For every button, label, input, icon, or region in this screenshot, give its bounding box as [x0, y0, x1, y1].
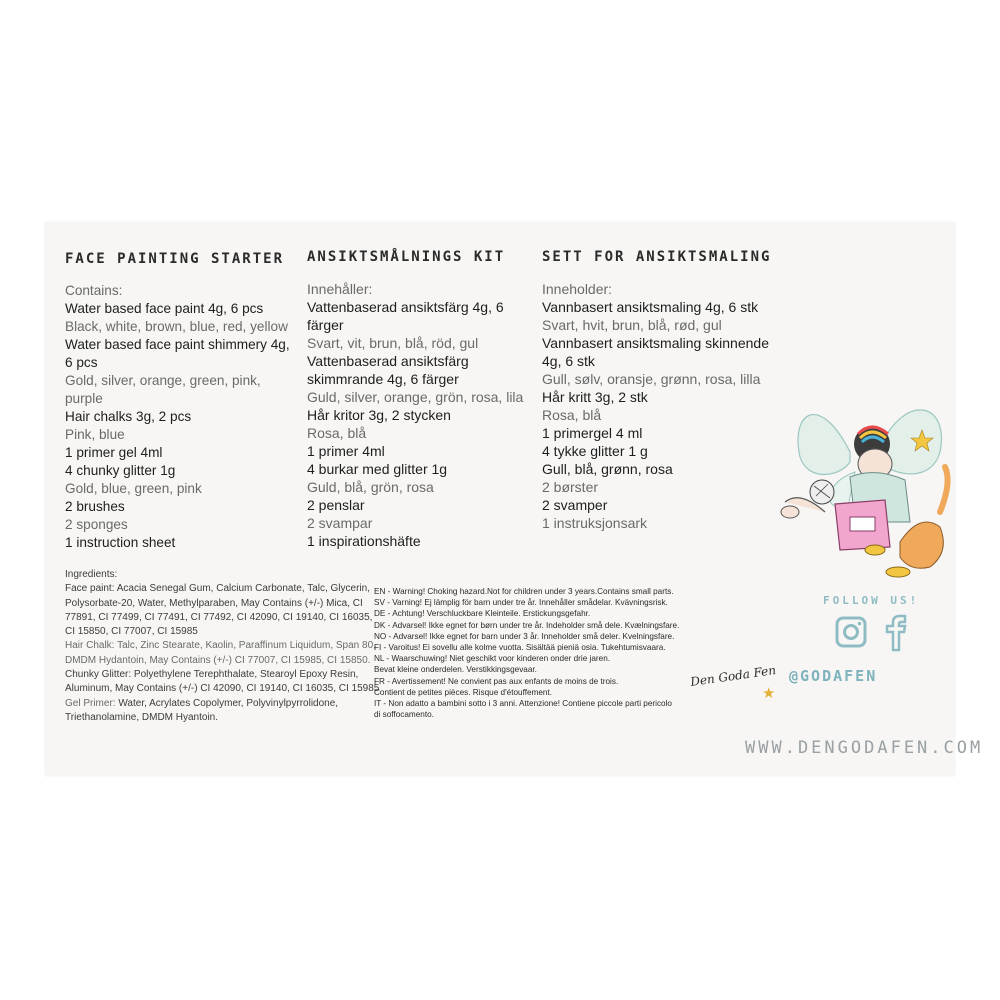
content-line: Vannbasert ansiktsmaling skinnende	[542, 335, 769, 351]
content-line: 4g, 6 stk	[542, 353, 595, 369]
content-line: 6 pcs	[65, 355, 98, 370]
warning-line: Bevat kleine onderdelen. Verstikkingsgevaar.	[374, 665, 537, 675]
fairy-illustration	[780, 372, 955, 582]
warning-line: SV - Varning! Ej lämplig för barn under tre år. Innehåller smådelar. Kvävningsrisk.	[374, 598, 668, 608]
content-line: Vannbasert ansiktsmaling 4g, 6 stk	[542, 299, 759, 315]
content-line: Gull, sølv, oransje, grønn, rosa, lilla	[542, 371, 761, 387]
content-line: färger	[307, 317, 344, 333]
english-contents-list	[65, 282, 300, 552]
english-contents-column	[65, 250, 300, 552]
follow-us-label: FOLLOW US!	[823, 594, 920, 607]
content-line: 2 svamper	[542, 497, 608, 513]
warning-line: di soffocamento.	[374, 710, 434, 720]
swedish-contents-list	[307, 280, 537, 550]
content-line: 1 primergel 4 ml	[542, 425, 643, 441]
content-line: 1 inspirationshäfte	[307, 533, 421, 549]
content-line: Gold, silver, orange, green, pink,	[65, 373, 261, 388]
face-paint-text: Acacia Senegal Gum, Calcium Carbonate, Talc, Glycerin, Polysorbate-20, Water, Methylparaben, May Contains (+/-) Mica, CI 77891, CI 77499, CI 77491, CI 77492, CI 42090, CI 19140, CI 16035, CI 15850, CI 77007, CI 15985	[65, 583, 373, 638]
warning-line: NL - Waarschuwing! Niet geschikt voor kinderen onder drie jaren.	[374, 654, 611, 664]
gel-primer-text: Water, Acrylates Copolymer, Polyvinylpyrrolidone, Triethanolamine, DMDM Hyantoin.	[65, 697, 339, 723]
star-icon: ★	[762, 685, 776, 702]
norwegian-contents-list	[542, 280, 792, 532]
content-line: 2 børster	[542, 479, 599, 495]
content-line: 1 primer 4ml	[307, 443, 385, 459]
english-title: FACE PAINTING STARTER	[65, 251, 285, 267]
brand-signature: Den Goda Fen	[689, 663, 777, 689]
content-line: Innehåller:	[307, 281, 373, 297]
content-line: Hair chalks 3g, 2 pcs	[65, 409, 192, 424]
content-line: skimmrande 4g, 6 färger	[307, 371, 459, 387]
warning-line: DK - Advarsel! Ikke egnet for børn under tre år. Indeholder små dele. Kvælningsfare.	[374, 620, 680, 630]
content-line: Hår kritt 3g, 2 stk	[542, 389, 648, 405]
content-line: 4 chunky glitter 1g	[65, 463, 176, 478]
chunky-glitter-ingredients	[65, 668, 380, 697]
content-line: Vattenbaserad ansiktsfärg 4g, 6	[307, 299, 504, 315]
content-line: 4 tykke glitter 1 g	[542, 443, 648, 459]
instagram-icon[interactable]	[837, 618, 865, 646]
warning-line: NO - Advarsel! Ikke egnet for barn under 3 år. Inneholder små deler. Kvelningsfare.	[374, 631, 675, 641]
content-line: 1 instruction sheet	[65, 535, 176, 550]
content-line: 1 primer gel 4ml	[65, 445, 163, 460]
content-line: Gold, blue, green, pink	[65, 481, 202, 496]
ingredients-block	[65, 568, 380, 725]
warning-line: FI - Varoitus! Ei sovellu alle kolme vuotta. Sisältää pieniä osia. Tukehtumisvaara.	[374, 643, 666, 653]
content-line: Rosa, blå	[307, 425, 367, 441]
hair-chalk-label: Hair Chalk:	[65, 640, 115, 652]
warning-line: Contient de petites pièces. Risque d'étouffement.	[374, 687, 553, 697]
content-line: Water based face paint 4g, 6 pcs	[65, 301, 264, 316]
warning-line: IT - Non adatto a bambini sotto i 3 anni. Attenzione! Contiene piccole parti pericolo	[374, 699, 672, 709]
content-line: Vattenbaserad ansiktsfärg	[307, 353, 469, 369]
ingredients-heading: Ingredients:	[65, 569, 118, 580]
social-handle[interactable]: @GODAFEN	[789, 667, 878, 685]
warning-line: EN - Warning! Choking hazard.Not for children under 3 years.Contains small parts.	[374, 587, 674, 596]
facebook-icon[interactable]	[887, 616, 905, 650]
content-line: 2 brushes	[65, 499, 125, 514]
face-paint-label: Face paint:	[65, 583, 115, 595]
content-line: Guld, blå, grön, rosa	[307, 479, 434, 495]
content-line: Contains:	[65, 283, 123, 298]
social-icons	[835, 614, 915, 654]
content-line: Pink, blue	[65, 427, 125, 442]
product-label-card	[45, 222, 984, 776]
gel-primer-ingredients	[65, 697, 380, 726]
content-line: purple	[65, 391, 103, 406]
swedish-title: ANSIKTSMÅLNINGS KIT	[307, 249, 506, 265]
face-paint-ingredients	[65, 582, 380, 639]
chunky-glitter-text: Polyethylene Terephthalate, Stearoyl Epoxy Resin, Aluminum, May Contains (+/-) CI 42090, CI 19140, CI 16035, CI 15985	[65, 669, 380, 695]
content-line: Black, white, brown, blue, red, yellow	[65, 319, 288, 334]
content-line: Gull, blå, grønn, rosa	[542, 461, 673, 477]
content-line: 2 sponges	[65, 517, 128, 532]
content-line: Water based face paint shimmery 4g,	[65, 337, 290, 352]
content-line: Inneholder:	[542, 281, 613, 297]
warning-line: FR - Avertissement! Ne convient pas aux enfants de moins de trois.	[374, 676, 619, 686]
gel-primer-label: Gel Primer:	[65, 697, 116, 709]
swedish-contents-column	[307, 248, 537, 550]
safety-warnings	[374, 586, 680, 720]
content-line: Hår kritor 3g, 2 stycken	[307, 407, 451, 423]
norwegian-contents-column	[542, 248, 792, 532]
content-line: 2 penslar	[307, 497, 365, 513]
content-line: Svart, hvit, brun, blå, rød, gul	[542, 317, 722, 333]
chunky-glitter-label: Chunky Glitter:	[65, 669, 132, 681]
content-line: 2 svampar	[307, 515, 373, 531]
norwegian-title: SETT FOR ANSIKTSMALING	[542, 249, 772, 265]
website-url[interactable]: WWW.DENGODAFEN.COM	[745, 738, 984, 758]
content-line: 1 instruksjonsark	[542, 515, 648, 531]
hair-chalk-ingredients	[65, 639, 380, 668]
content-line: Svart, vit, brun, blå, röd, gul	[307, 335, 479, 351]
content-line: Rosa, blå	[542, 407, 602, 423]
content-line: 4 burkar med glitter 1g	[307, 461, 448, 477]
hair-chalk-text: Talc, Zinc Stearate, Kaolin, Paraffinum Liquidum, Span 80, DMDM Hydantoin, May Contains (+/-) CI 77007, CI 15985, CI 15850.	[65, 640, 376, 666]
content-line: Guld, silver, orange, grön, rosa, lila	[307, 389, 524, 405]
warning-line: DE - Achtung! Verschluckbare Kleinteile. Erstickungsgefahr.	[374, 609, 591, 619]
